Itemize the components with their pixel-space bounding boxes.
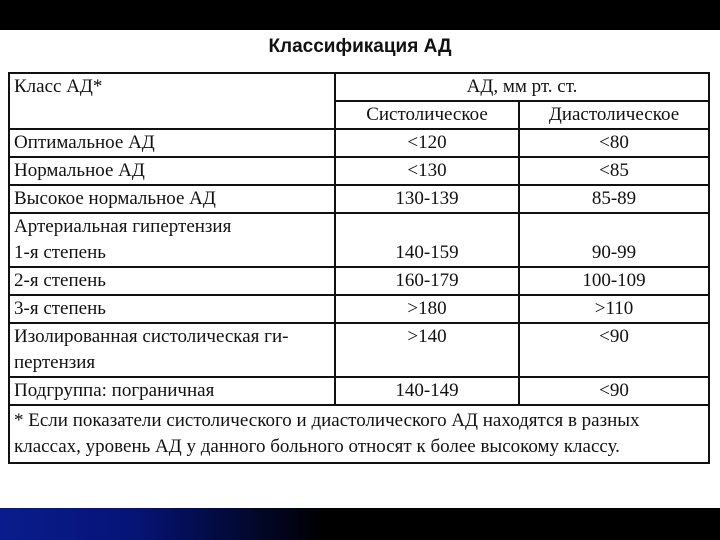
row-label: Подгруппа: пограничная [9,377,335,405]
table-row [9,377,709,405]
row-systolic: 140-149 [335,377,519,405]
row-label: Нормальное АД [9,157,335,185]
bottom-bar [0,508,720,540]
table-footnote: * Если показатели систолического и диастолического АД находятся в разных классах, уровень АД у данного больного относят к более высокому классу. [9,405,709,463]
row-label-multiline [9,213,335,267]
row-diastolic: 90-99 [519,213,709,267]
table-row [9,323,709,377]
row-label: Высокое нормальное АД [9,185,335,213]
table-row [9,267,709,295]
row-diastolic: <85 [519,157,709,185]
bp-classification-table [8,72,710,464]
row-label: Оптимальное АД [9,129,335,157]
row-diastolic: <90 [519,377,709,405]
row-label-line1: Изолированная систолическая ги- [14,326,289,347]
row-label: 2-я степень [9,267,335,295]
row-label-line2: пертензия [14,352,96,373]
header-class-cell: Класс АД* [9,73,335,129]
row-systolic: 160-179 [335,267,519,295]
row-systolic: <130 [335,157,519,185]
slide [0,30,720,508]
header-group-cell: АД, мм рт. ст. [335,73,709,101]
table-row [9,295,709,323]
table-row [9,157,709,185]
row-diastolic: <80 [519,129,709,157]
row-systolic: 140-159 [335,213,519,267]
row-systolic: >180 [335,295,519,323]
row-diastolic: >110 [519,295,709,323]
row-label-line1: Артериальная гипертензия [14,216,232,237]
row-diastolic: <90 [519,323,709,377]
row-systolic: >140 [335,323,519,377]
slide-title: Классификация АД [268,36,452,57]
table-row [9,213,709,267]
row-label-line2: 1-я степень [14,242,106,263]
row-systolic: <120 [335,129,519,157]
row-diastolic: 85-89 [519,185,709,213]
header-diastolic-cell: Диастолическое [519,101,709,129]
table-row [9,129,709,157]
row-label-multiline [9,323,335,377]
row-diastolic: 100-109 [519,267,709,295]
row-systolic: 130-139 [335,185,519,213]
row-label: 3-я степень [9,295,335,323]
table-footnote-row [9,405,709,463]
table-header-row [9,73,709,101]
table-row [9,185,709,213]
header-systolic-cell: Систолическое [335,101,519,129]
